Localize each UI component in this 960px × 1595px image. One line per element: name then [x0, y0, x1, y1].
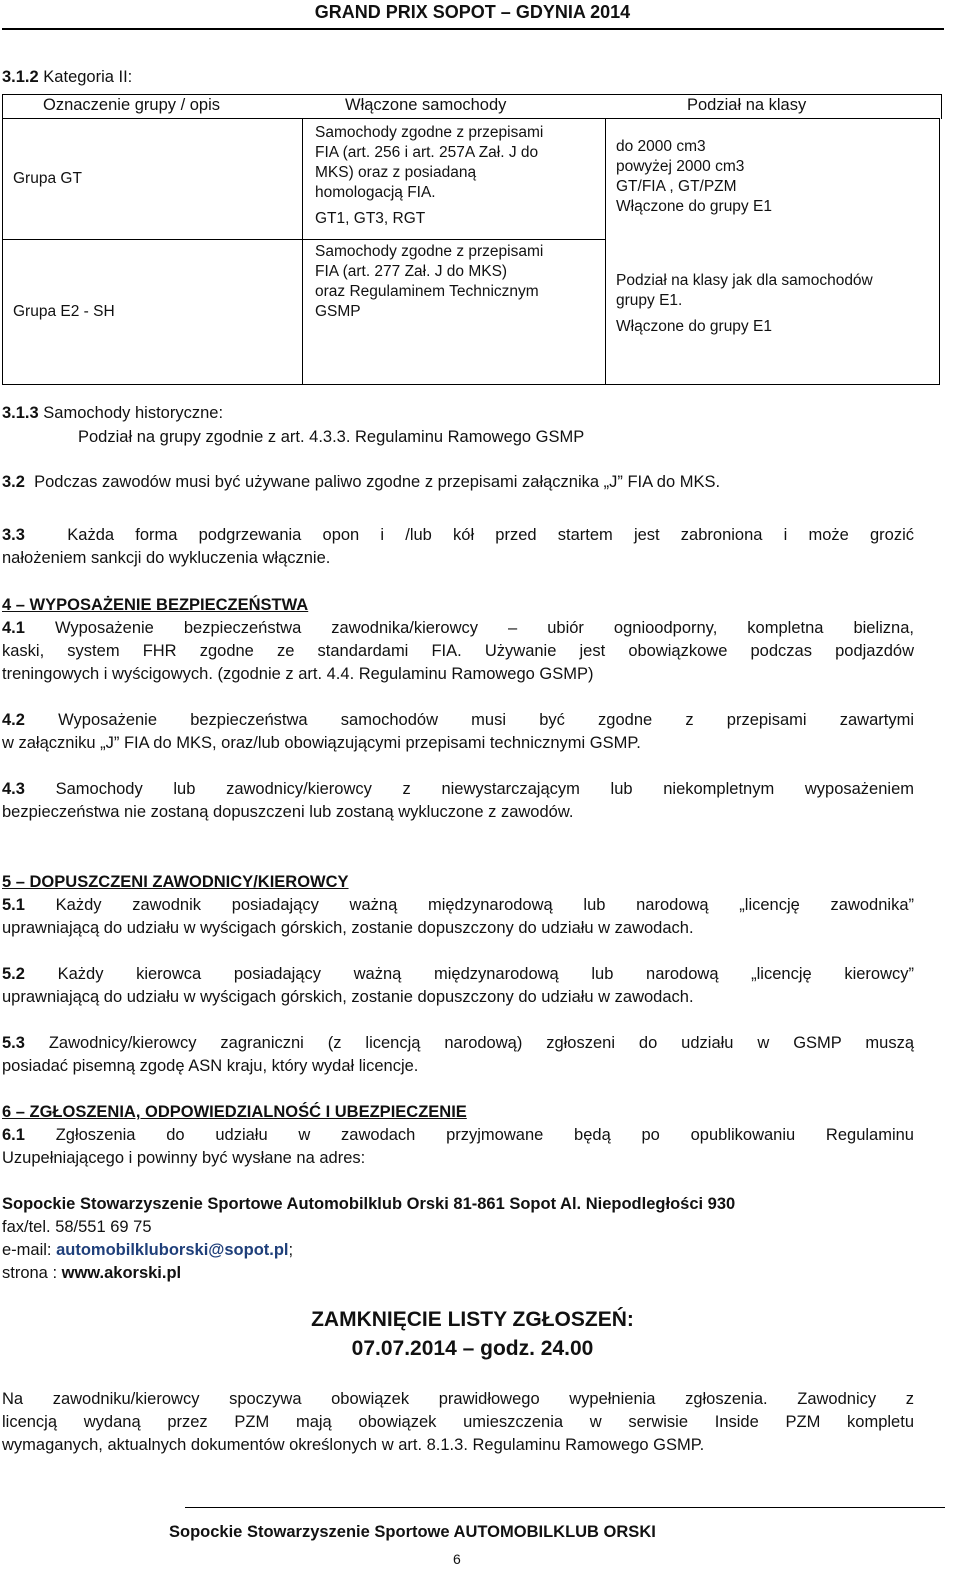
section-text: Każda forma podgrzewania opon i /lub kół przed startem jest zabroniona i może grozić	[67, 526, 914, 544]
final-paragraph	[2, 1388, 914, 1457]
section-text: Każdy zawodnik posiadający ważną międzynarodową lub narodową „licencję zawodnika”	[24, 896, 914, 914]
cars-line: FIA (art. 277 Zał. J do MKS)	[315, 263, 508, 280]
column-header-cars: Włączone samochody	[345, 96, 507, 114]
paragraph-line: Uzupełniającego i powinny być wysłane na adres:	[2, 1149, 366, 1167]
section-number: 5.1	[2, 896, 25, 914]
paragraph-line: w załączniku „J” FIA do MKS, oraz/lub obowiązującymi przepisami technicznymi GSMP.	[2, 734, 641, 752]
document-header-title: GRAND PRIX SOPOT – GDYNIA 2014	[314, 2, 631, 22]
class-line: Włączone do grupy E1	[616, 198, 772, 215]
section-text: Zgłoszenia do udziału w zawodach przyjmowane będą po opublikowaniu Regulaminu	[24, 1126, 914, 1144]
paragraph-line: nałożeniem sankcji do wykluczenia włącznie.	[2, 549, 331, 567]
cars-cell	[303, 119, 606, 240]
category-table-header	[2, 94, 942, 119]
cars-line: Samochody zgodne z przepisami	[315, 243, 544, 260]
section-3-1-3-text: Podział na grupy zgodnie z art. 4.3.3. Regulaminu Ramowego GSMP	[78, 428, 585, 446]
section-number: 3.1.2	[2, 68, 39, 86]
footer-divider	[185, 1507, 945, 1508]
section-title: Kategoria II:	[43, 68, 133, 86]
column-header-group: Oznaczenie grupy / opis	[43, 96, 221, 114]
paragraph-line: posiadać pisemną zgodę ASN kraju, który wydał licencje.	[2, 1057, 419, 1075]
section-6-heading: 6 – ZGŁOSZENIA, ODPOWIEDZIALNOŚĆ I UBEZPIECZENIE	[2, 1103, 467, 1121]
cars-line: oraz Regulaminem Technicznym	[315, 283, 539, 300]
section-text: Podczas zawodów musi być używane paliwo zgodne z przepisami załącznika „J” FIA do MKS.	[34, 473, 721, 491]
section-5-heading: 5 – DOPUSZCZENI ZAWODNICY/KIEROWCY	[2, 873, 349, 891]
cars-line: GSMP	[315, 303, 361, 320]
website-link[interactable]: www.akorski.pl	[61, 1264, 182, 1282]
column-header-classes: Podział na klasy	[687, 96, 807, 114]
header-divider	[2, 28, 944, 30]
email-suffix: ;	[288, 1241, 294, 1259]
section-number: 5.3	[2, 1034, 25, 1052]
table-row	[3, 119, 940, 240]
class-line: grupy E1.	[616, 292, 683, 309]
paragraph-line	[2, 524, 914, 547]
section-number: 4.2	[2, 711, 25, 729]
paragraph-line: wymaganych, aktualnych dokumentów określonych w art. 8.1.3. Regulaminu Ramowego GSMP.	[2, 1436, 705, 1454]
section-5-1	[2, 894, 914, 940]
section-4-heading: 4 – WYPOSAŻENIE BEZPIECZEŃSTWA	[2, 596, 309, 614]
paragraph-line	[2, 963, 914, 986]
class-line: GT/FIA , GT/PZM	[616, 178, 737, 195]
section-4-2	[2, 709, 914, 755]
website-label: strona :	[2, 1264, 62, 1282]
cars-line: homologacją FIA.	[315, 184, 436, 201]
section-text: Wyposażenie bezpieczeństwa zawodnika/kierowcy – ubiór ognioodporny, kompletna bielizna,	[24, 619, 914, 637]
email-line	[2, 1241, 293, 1260]
paragraph-line	[2, 617, 914, 640]
paragraph-line: uprawniającą do udziału w wyścigach górskich, zostanie dopuszczony do udziału w zawodach.	[2, 919, 694, 937]
classes-cell	[606, 119, 940, 385]
class-line: Włączone do grupy E1	[616, 318, 772, 335]
fax-phone: fax/tel. 58/551 69 75	[2, 1218, 152, 1236]
section-number: 3.1.3	[2, 404, 39, 422]
footer-organization: Sopockie Stowarzyszenie Sportowe AUTOMOBILKLUB ORSKI	[169, 1523, 656, 1541]
section-text: Samochody lub zawodnicy/kierowcy z niewystarczającym lub niekompletnym wyposażeniem	[24, 780, 914, 798]
section-3-3	[2, 524, 914, 570]
paragraph-line: Na zawodniku/kierowcy spoczywa obowiązek prawidłowego wypełnienia zgłoszenia. Zawodnicy z	[2, 1390, 914, 1408]
section-3-1-2-heading	[2, 68, 132, 87]
group-name: Grupa GT	[13, 170, 82, 187]
section-number: 5.2	[2, 965, 25, 983]
section-number: 6.1	[2, 1126, 25, 1144]
section-number: 4.3	[2, 780, 25, 798]
paragraph-line	[2, 1032, 914, 1055]
closing-date: 07.07.2014 – godz. 24.00	[351, 1337, 594, 1360]
closing-title: ZAMKNIĘCIE LISTY ZGŁOSZEŃ:	[311, 1308, 634, 1331]
organizer-address: Sopockie Stowarzyszenie Sportowe Automobilklub Orski 81-861 Sopot Al. Niepodległości 930	[2, 1195, 736, 1213]
paragraph-line	[2, 709, 914, 732]
cars-line: MKS) oraz z posiadaną	[315, 164, 477, 181]
section-number: 3.3	[2, 526, 25, 544]
cars-line: FIA (art. 256 i art. 257A Zał. J do	[315, 144, 539, 161]
paragraph-line: licencją wydaną przez PZM mają obowiązek umieszczenia w serwisie Inside PZM kompletu	[2, 1413, 914, 1431]
section-text: Wyposażenie bezpieczeństwa samochodów musi być zgodne z przepisami zawartymi	[24, 711, 914, 729]
section-number: 3.2	[2, 473, 25, 491]
cars-line: GT1, GT3, RGT	[315, 210, 426, 227]
cars-line: Samochody zgodne z przepisami	[315, 124, 544, 141]
class-line: powyżej 2000 cm3	[616, 158, 745, 175]
group-cell	[3, 240, 303, 385]
section-6-1	[2, 1124, 914, 1170]
section-text: Zawodnicy/kierowcy zagraniczni (z licencją narodową) zgłoszeni do udziału w GSMP muszą	[24, 1034, 914, 1052]
paragraph-line: kaski, system FHR zgodne ze standardami FIA. Używanie jest obowiązkowe podczas podjazdów	[2, 642, 914, 660]
cars-cell	[303, 240, 606, 385]
group-cell	[3, 119, 303, 240]
category-table	[2, 118, 940, 385]
paragraph-line	[2, 894, 914, 917]
class-line: do 2000 cm3	[616, 138, 706, 155]
email-label: e-mail:	[2, 1241, 57, 1259]
section-4-3	[2, 778, 914, 824]
section-5-3	[2, 1032, 914, 1078]
section-3-2	[2, 473, 720, 492]
section-text: Każdy kierowca posiadający ważną międzynarodową lub narodową „licencję kierowcy”	[24, 965, 914, 983]
paragraph-line	[2, 1124, 914, 1147]
website-line	[2, 1264, 181, 1283]
section-5-2	[2, 963, 914, 1009]
section-3-1-3-heading	[2, 404, 223, 423]
paragraph-line: uprawniającą do udziału w wyścigach górskich, zostanie dopuszczony do udziału w zawodach.	[2, 988, 694, 1006]
class-line: Podział na klasy jak dla samochodów	[616, 272, 873, 289]
paragraph-line	[2, 778, 914, 801]
section-title: Samochody historyczne:	[38, 404, 224, 422]
page-number: 6	[453, 1551, 461, 1567]
section-number: 4.1	[2, 619, 25, 637]
section-4-1	[2, 617, 914, 686]
paragraph-line: bezpieczeństwa nie zostaną dopuszczeni lub zostaną wykluczone z zawodów.	[2, 803, 574, 821]
group-name: Grupa E2 - SH	[13, 303, 115, 320]
email-link[interactable]: automobilkluborski@sopot.pl	[56, 1241, 289, 1259]
paragraph-line: treningowych i wyścigowych. (zgodnie z art. 4.4. Regulaminu Ramowego GSMP)	[2, 665, 594, 683]
